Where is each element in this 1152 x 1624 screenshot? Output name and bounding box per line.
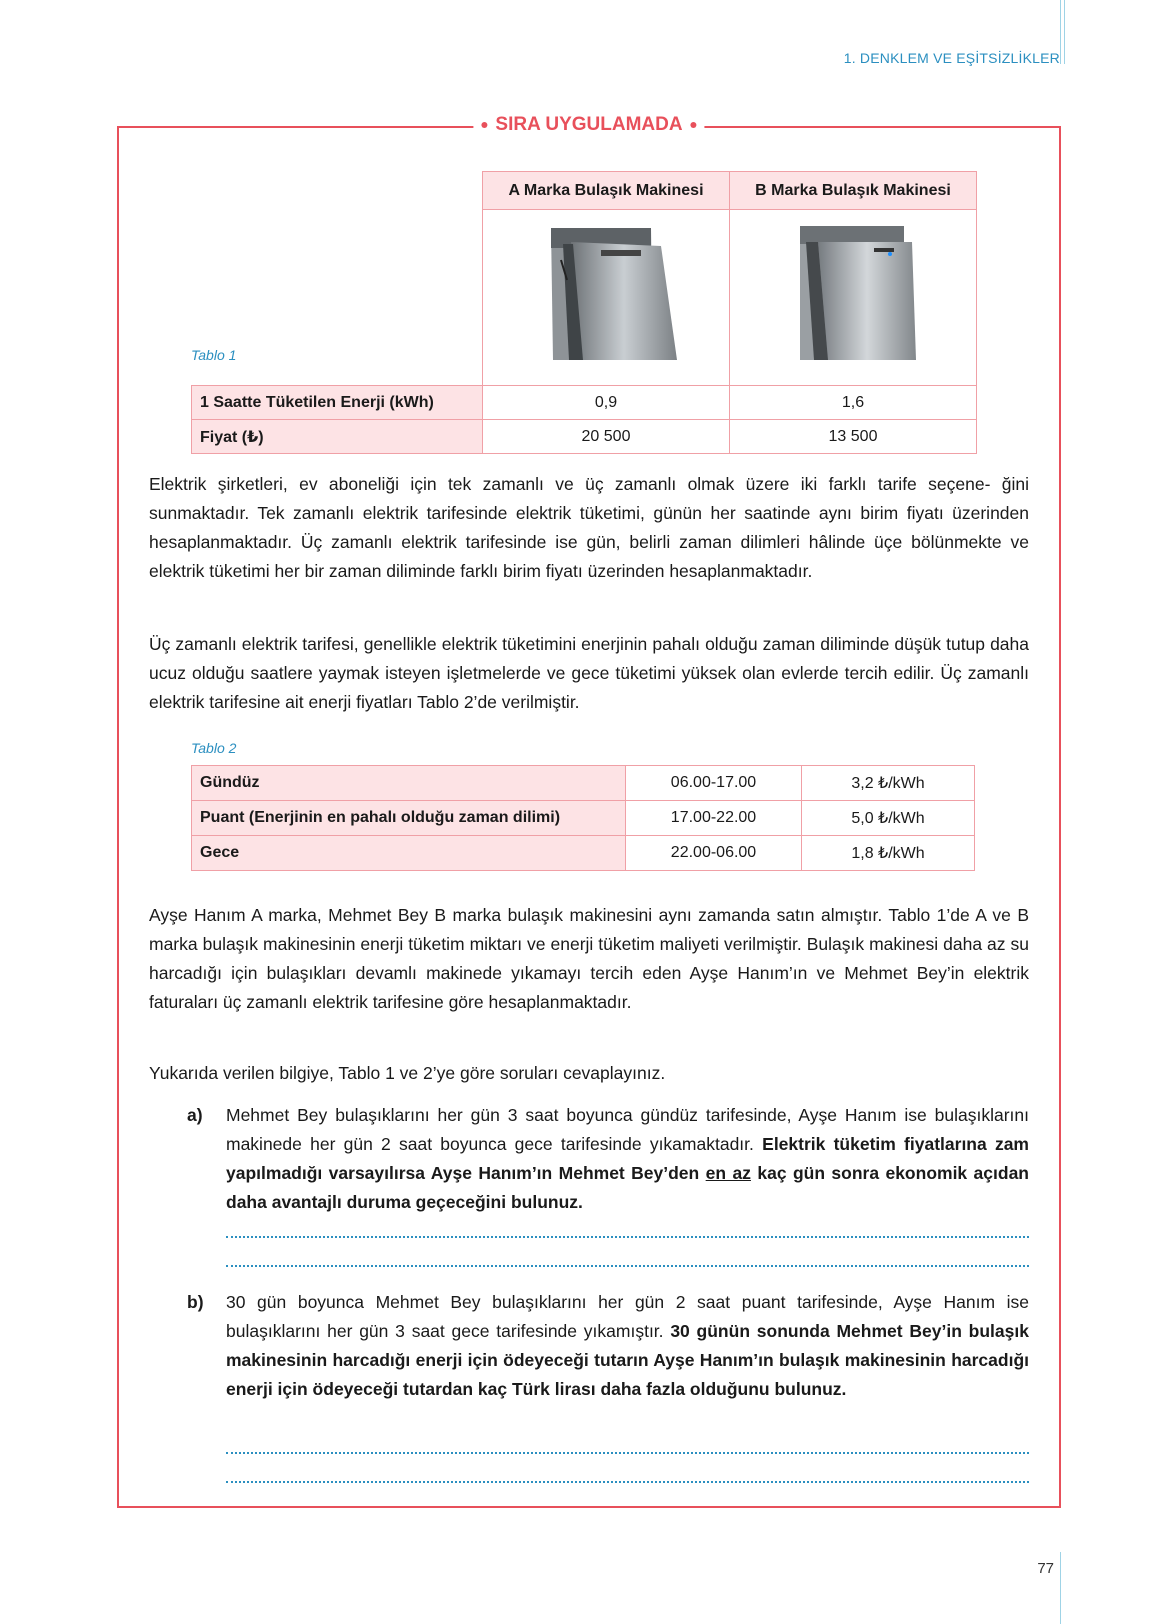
table2-row-label: Puant (Enerjinin en pahalı olduğu zaman dilimi) <box>192 801 626 836</box>
table1 <box>191 171 977 454</box>
dishwasher-icon <box>778 220 928 370</box>
table2-caption: Tablo 2 <box>191 740 237 756</box>
answer-line[interactable] <box>226 1452 1029 1454</box>
question-letter: a) <box>187 1105 203 1125</box>
dishwasher-b-image <box>730 210 977 386</box>
table1-caption: Tablo 1 <box>191 347 237 363</box>
table2 <box>191 765 975 871</box>
paragraph-3: Ayşe Hanım A marka, Mehmet Bey B marka bulaşık makinesini aynı zamanda satın almıştır. Tablo 1’de A ve B marka bulaşık makinesinin enerji tüketim miktarı ve enerji tüketim maliyeti verilmiştir. Bulaşık makinesi daha az su harcadığı için bulaşıkları devamlı makinede yıkamayı tercih eden Ayşe Hanım’ın ve Mehmet Bey’in elektrik faturaları üç zamanlı elektrik tarifesine göre hesaplanmaktadır. <box>149 905 1029 1012</box>
margin-line-bottom <box>1060 1552 1061 1624</box>
table2-row-label: Gündüz <box>192 766 626 801</box>
question-a-text: Mehmet Bey bulaşıklarını her gün 3 saat boyunca gündüz tarifesinde, Ayşe Hanım ise bulaşıklarını makinede her gün 2 saat boyunca gece tarifesinde yıkamaktadır. <box>226 1105 1029 1154</box>
table1-row-label: Fiyat (₺) <box>192 420 483 454</box>
bullet-icon <box>481 122 487 128</box>
question-a-bold-2: kaç gün sonra ekonomik açıdan daha avantajlı duruma geçeceğini bulunuz. <box>226 1163 1029 1212</box>
answer-line[interactable] <box>226 1265 1029 1267</box>
table1-row-label: 1 Saatte Tüketilen Enerji (kWh) <box>192 386 483 420</box>
question-a-underline: en az <box>705 1163 751 1183</box>
question-letter: b) <box>187 1292 204 1312</box>
activity-title <box>473 114 704 136</box>
table2-price: 1,8 ₺/kWh <box>802 836 975 871</box>
table1-cell: 20 500 <box>483 420 730 454</box>
table1-cell: 0,9 <box>483 386 730 420</box>
table2-row <box>192 836 975 871</box>
paragraph-2: Üç zamanlı elektrik tarifesi, genellikle elektrik tüketimini enerjinin pahalı olduğu zaman diliminde düşük tutup daha ucuz olduğu saatlere yaymak isteyen işletmelerde ve gece tüketimi yüksek olan evlerde tercih edilir. Üç zamanlı elektrik tarifesine ait enerji fiyatları Tablo 2’de verilmiştir. <box>149 634 1029 712</box>
question-b <box>187 1288 1029 1404</box>
question-a-bold: Elektrik tüketim fiyatlarına zam yapılmadığı varsayılırsa Ayşe Hanım’ın Mehmet Bey’den <box>226 1134 1029 1183</box>
table2-row-label: Gece <box>192 836 626 871</box>
page-number: 77 <box>1037 1560 1054 1577</box>
answer-line[interactable] <box>226 1236 1029 1238</box>
table2-price: 3,2 ₺/kWh <box>802 766 975 801</box>
table2-row <box>192 801 975 836</box>
table1-header-b: B Marka Bulaşık Makinesi <box>730 172 977 210</box>
table2-time: 06.00-17.00 <box>626 766 802 801</box>
table1-cell: 1,6 <box>730 386 977 420</box>
question-b-text: 30 gün boyunca Mehmet Bey bulaşıklarını her gün 2 saat puant tarifesinde, Ayşe Hanım ise bulaşıklarını her gün 3 saat gece tarifesinde yıkamıştır. <box>226 1292 1029 1341</box>
dishwasher-a-image <box>483 210 730 386</box>
paragraph-1: Elektrik şirketleri, ev aboneliği için tek zamanlı ve üç zamanlı olmak üzere iki farklı tarife seçene- ğini sunmaktadır. Tek zamanlı elektrik tarifesinde elektrik tüketimi, günün her saatinde aynı birim fiyatı üzerinden hesaplanmaktadır. Üç zamanlı elektrik tarifesinde ise gün, belirli zaman dilimleri hâlinde üçe bölünmekte ve elektrik tüketimi her bir zaman diliminde farklı birim fiyatı üzerinden hesaplanmaktadır. <box>149 474 1029 581</box>
table1-row <box>192 386 977 420</box>
answer-line[interactable] <box>226 1481 1029 1483</box>
dishwasher-icon <box>531 220 681 370</box>
question-b-bold: 30 günün sonunda Mehmet Bey’in bulaşık makinesinin harcadığı enerji için ödeyeceği tutarın Ayşe Hanım’ın bulaşık makinesinin harcadığı enerji için ödeyeceği tutardan kaç Türk lirası daha fazla olduğunu bulunuz. <box>226 1321 1029 1399</box>
table2-price: 5,0 ₺/kWh <box>802 801 975 836</box>
margin-line-top <box>1060 0 1061 64</box>
activity-title-text: SIRA UYGULAMADA <box>495 114 683 135</box>
paragraph-4: Yukarıda verilen bilgiye, Tablo 1 ve 2’ye göre soruları cevaplayınız. <box>149 1063 666 1083</box>
table1-header-a: A Marka Bulaşık Makinesi <box>483 172 730 210</box>
table2-time: 22.00-06.00 <box>626 836 802 871</box>
table1-row <box>192 420 977 454</box>
table1-cell: 13 500 <box>730 420 977 454</box>
table2-row <box>192 766 975 801</box>
question-a <box>187 1101 1029 1217</box>
margin-line-top-2 <box>1064 0 1065 64</box>
chapter-title: 1. DENKLEM VE EŞİTSİZLİKLER <box>843 50 1060 66</box>
table2-time: 17.00-22.00 <box>626 801 802 836</box>
bullet-icon <box>691 122 697 128</box>
